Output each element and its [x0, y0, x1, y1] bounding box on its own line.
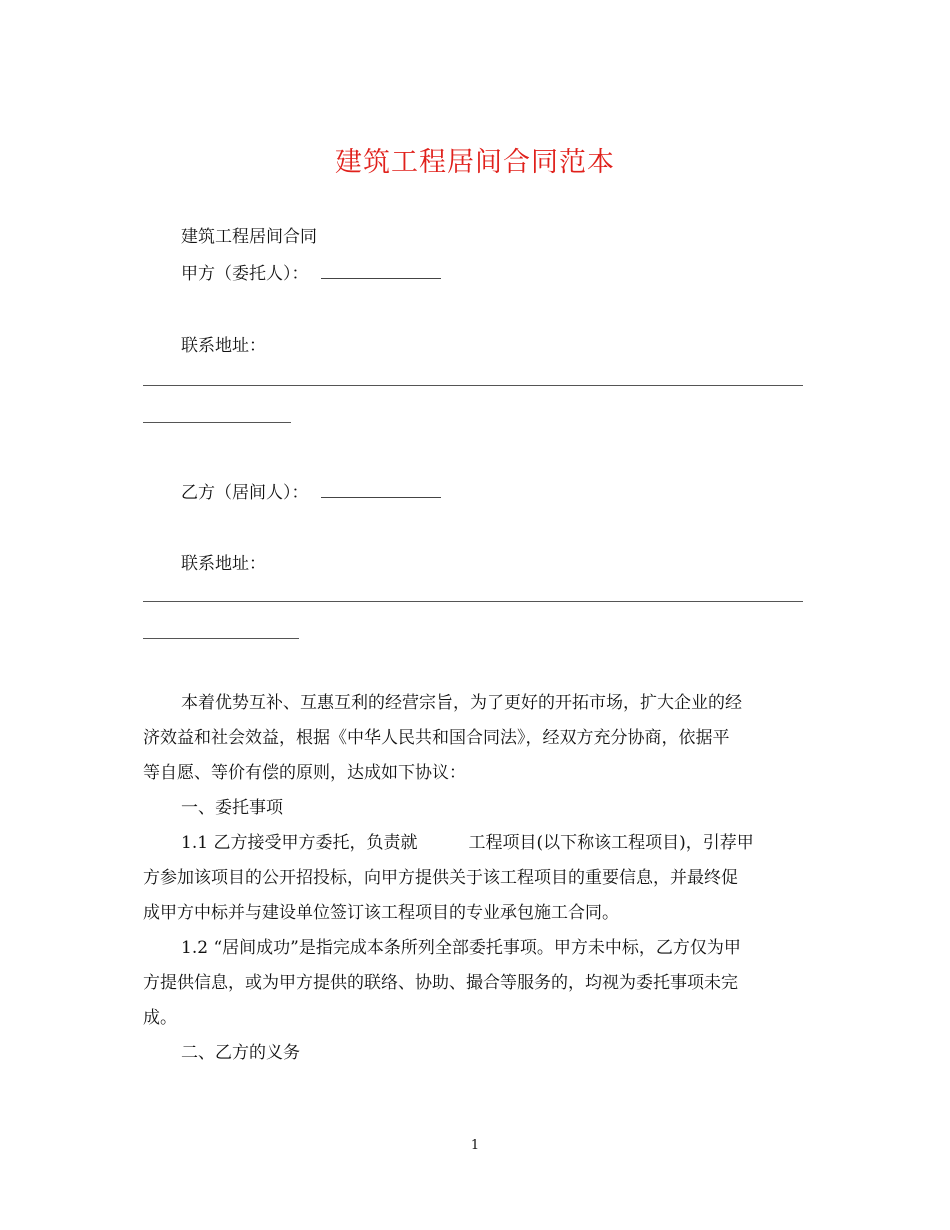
clause-1-1-line: 成甲方中标并与建设单位签订该工程项目的专业承包施工合同。	[143, 903, 619, 923]
contract-subtitle: 建筑工程居间合同	[181, 227, 317, 247]
party-b-blank	[321, 481, 441, 498]
clause-1-1-line: 方参加该项目的公开招投标，向甲方提供关于该工程项目的重要信息，并最终促	[143, 868, 738, 888]
section-2-heading: 二、乙方的义务	[181, 1043, 300, 1063]
party-b-label: 乙方（居间人）：	[181, 483, 309, 503]
party-b-line	[181, 478, 441, 503]
clause-1-2-line: 1.2 “居间成功”是指完成本条所列全部委托事项。甲方未中标，乙方仅为甲	[181, 938, 741, 958]
document-title: 建筑工程居间合同范本	[335, 147, 615, 178]
intro-paragraph	[143, 686, 807, 1071]
party-b-address-blank-line-2	[143, 638, 299, 639]
party-b-address-blank-line-1	[143, 601, 803, 602]
party-a-address-label: 联系地址：	[181, 336, 266, 356]
clause-1-2-line: 方提供信息，或为甲方提供的联络、协助、撮合等服务的，均视为委托事项未完	[143, 973, 738, 993]
party-a-blank	[321, 262, 441, 279]
intro-line: 等自愿、等价有偿的原则，达成如下协议：	[143, 763, 466, 783]
party-a-label: 甲方（委托人）：	[181, 264, 309, 284]
party-a-address-blank-line-2	[143, 422, 291, 423]
clause-1-1-line: 1.1 乙方接受甲方委托，负责就 工程项目(以下称该工程项目)，引荐甲	[181, 833, 754, 853]
page-number: 1	[470, 1138, 480, 1153]
section-1-heading: 一、委托事项	[181, 798, 283, 818]
clause-1-2-line: 成。	[143, 1008, 177, 1028]
party-a-line	[181, 259, 441, 284]
intro-line: 本着优势互补、互惠互利的经营宗旨，为了更好的开拓市场，扩大企业的经	[181, 693, 742, 713]
party-a-address-blank-line-1	[143, 385, 803, 386]
party-b-address-label: 联系地址：	[181, 554, 266, 574]
intro-line: 济效益和社会效益，根据《中华人民共和国合同法》，经双方充分协商，依据平	[143, 728, 730, 748]
